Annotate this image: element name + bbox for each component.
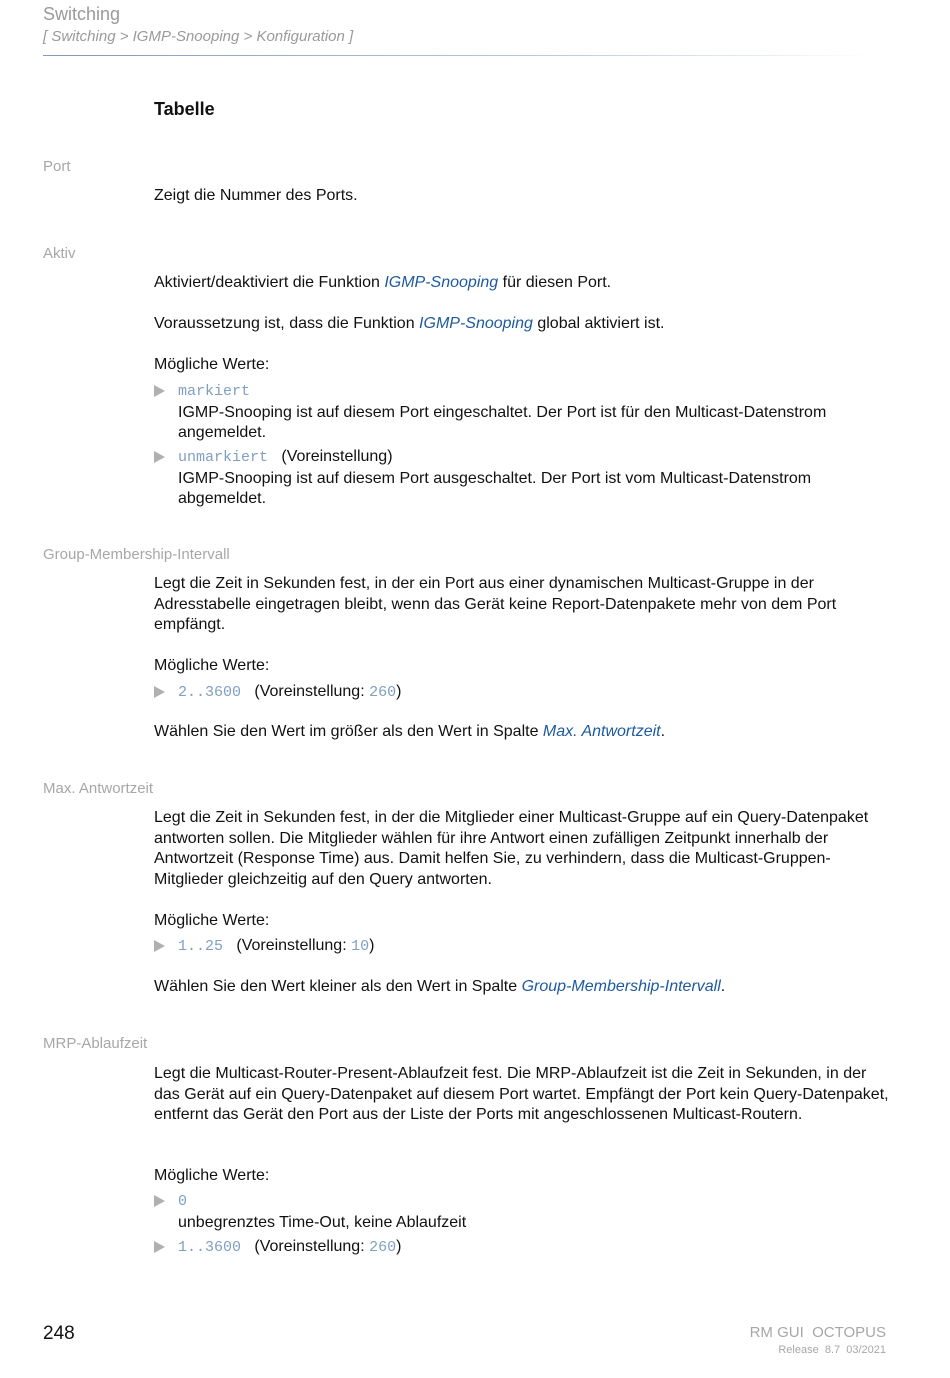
text: Voraussetzung ist, dass die Funktion [154, 315, 420, 332]
gmi-note [154, 722, 889, 743]
triangle-right-icon [154, 385, 165, 397]
triangle-right-icon [154, 1241, 165, 1253]
triangle-right-icon [154, 451, 165, 463]
default-post: ) [396, 1238, 402, 1255]
page-header [43, 4, 353, 46]
triangle-right-icon [154, 940, 165, 952]
default-pre: (Voreinstellung: [254, 1238, 370, 1255]
section-heading: Tabelle [154, 99, 215, 119]
gmi-option-range [154, 682, 889, 704]
value-markiert: markiert [178, 383, 251, 400]
default-value: 260 [369, 1239, 397, 1256]
max-values-label: Mögliche Werte: [154, 912, 270, 929]
mrp-option-range [154, 1237, 889, 1259]
page-number: 248 [43, 1323, 75, 1344]
header-divider [43, 55, 873, 56]
value-range: 2..3600 [178, 684, 242, 701]
breadcrumb: [ Switching > IGMP-Snooping > Konfiguration ] [43, 28, 354, 45]
gmi-values-label: Mögliche Werte: [154, 657, 270, 674]
label-aktiv: Aktiv [43, 245, 76, 262]
value-range: 1..3600 [178, 1239, 242, 1256]
default-post: ) [369, 937, 375, 954]
link-igmp-snooping[interactable]: IGMP-Snooping [384, 274, 499, 291]
default-pre: (Voreinstellung: [254, 683, 370, 700]
triangle-right-icon [154, 1195, 165, 1207]
max-note [154, 977, 889, 998]
aktiv-paragraph-1 [154, 273, 889, 294]
mrp-option-zero [154, 1191, 889, 1233]
default-post: ) [396, 683, 402, 700]
link-max-antwortzeit[interactable]: Max. Antwortzeit [542, 723, 661, 740]
value-range: 1..25 [178, 938, 224, 955]
option-description: IGMP-Snooping ist auf diesem Port ausgeschaltet. Der Port ist vom Multicast-Datenstrom abgemeldet. [178, 469, 812, 507]
text: Aktiviert/deaktiviert die Funktion [154, 274, 385, 291]
mrp-description: Legt die Multicast-Router-Present-Ablaufzeit fest. Die MRP-Ablaufzeit ist die Zeit in Sekunden, in der das Gerät auf ein Query-Datenpaket auf diesem Port wartet. Empfängt der Port kein Query-Datenpaket, entfernt das Gerät den Port aus der Liste der Ports mit angeschlossenen Multicast-Routern. [154, 1065, 889, 1123]
footer-release: Release 8.7 03/2021 [778, 1344, 886, 1356]
aktiv-option-markiert [154, 381, 889, 444]
value-unmarkiert: unmarkiert [178, 449, 269, 466]
link-igmp-snooping-global[interactable]: IGMP-Snooping [419, 315, 533, 332]
option-description: IGMP-Snooping ist auf diesem Port eingeschaltet. Der Port ist für den Multicast-Datenstrom angemeldet. [178, 403, 827, 441]
mrp-values-label: Mögliche Werte: [154, 1167, 270, 1184]
label-max-antwortzeit: Max. Antwortzeit [43, 780, 154, 797]
footer-document-title: RM GUI OCTOPUS [749, 1324, 886, 1341]
label-mrp-ablaufzeit: MRP-Ablaufzeit [43, 1035, 148, 1052]
link-group-membership-intervall[interactable]: Group-Membership-Intervall [521, 978, 721, 995]
default-pre: (Voreinstellung: [236, 937, 352, 954]
aktiv-paragraph-2 [154, 314, 889, 335]
label-port: Port [43, 158, 71, 175]
default-note: (Voreinstellung) [281, 448, 393, 465]
max-description: Legt die Zeit in Sekunden fest, in der die Mitglieder einer Multicast-Gruppe auf ein Query-Datenpaket antworten sollen. Die Mitglieder wählen für ihre Antwort einen zufälligen Zeitpunkt innerhalb der Antwortzeit (Response Time) aus. Damit helfen Sie, zu verhindern, dass die Multicast-Gruppen-Mitglieder gleichzeitig auf den Query antworten. [154, 809, 869, 888]
text: für diesen Port. [498, 274, 612, 291]
text: global aktiviert ist. [532, 315, 665, 332]
triangle-right-icon [154, 686, 165, 698]
default-value: 10 [351, 938, 370, 955]
gmi-description: Legt die Zeit in Sekunden fest, in der ein Port aus einer dynamischen Multicast-Gruppe in der Adresstabelle eingetragen bleibt, wenn das Gerät keine Report-Datenpakete mehr von dem Port empfängt. [154, 575, 837, 633]
max-option-range [154, 936, 889, 958]
text: Wählen Sie den Wert im größer als den Wert in Spalte [154, 723, 543, 740]
default-value: 260 [369, 684, 397, 701]
header-title: Switching [43, 4, 121, 24]
port-description: Zeigt die Nummer des Ports. [154, 187, 358, 204]
value-zero: 0 [178, 1193, 188, 1210]
option-description: unbegrenztes Time-Out, keine Ablaufzeit [178, 1213, 467, 1231]
text: . [720, 978, 726, 995]
aktiv-option-unmarkiert [154, 447, 889, 510]
label-group-membership-intervall: Group-Membership-Intervall [43, 546, 230, 563]
text: . [660, 723, 666, 740]
aktiv-values-label: Mögliche Werte: [154, 356, 270, 373]
text: Wählen Sie den Wert kleiner als den Wert in Spalte [154, 978, 522, 995]
